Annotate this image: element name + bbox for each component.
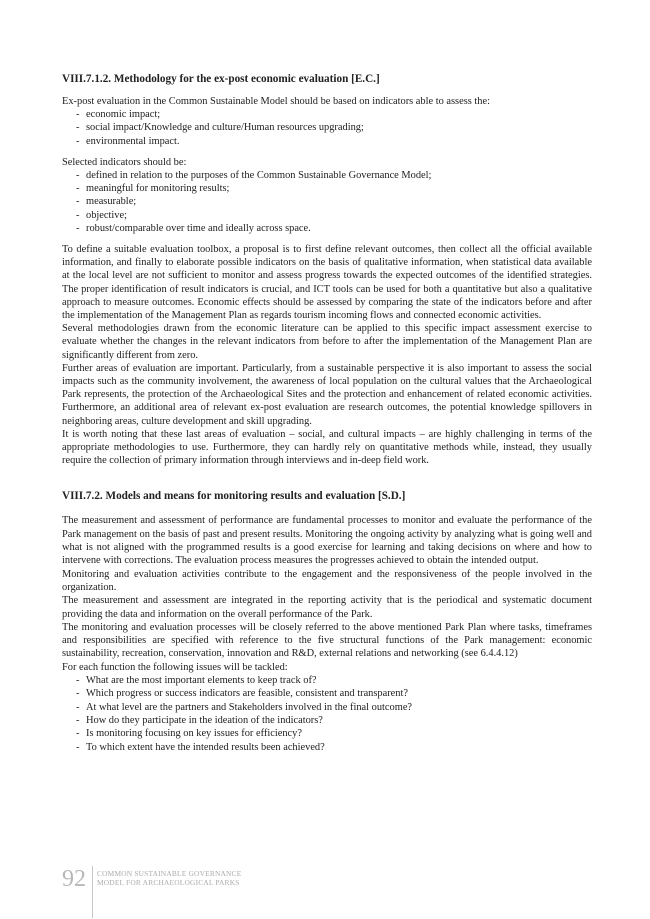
list-item: - robust/comparable over time and ideally across space. [62, 222, 592, 235]
list-item: - Which progress or success indicators are feasible, consistent and transparent? [62, 687, 592, 700]
paragraph: Selected indicators should be: [62, 156, 187, 168]
paragraph: Several methodologies drawn from the economic literature can be applied to this specific impact assessment exercise to evaluate whether the changes in the relevant indicators from before to after the implementation of the Management Plan are significantly different from zero. [62, 323, 592, 361]
section-methodology [62, 72, 592, 467]
list-item: - measurable; [62, 195, 592, 208]
document-page [62, 72, 592, 754]
footer-caption-line: COMMON SUSTAINABLE GOVERNANCE [97, 869, 242, 878]
list-item: - Is monitoring focusing on key issues for efficiency? [62, 727, 592, 740]
paragraph: The monitoring and evaluation processes will be closely referred to the above mentioned Park Plan where tasks, timeframes and responsibilities are specified with reference to the five structural functions of the Park management: economic sustainability, recreation, conservation, innovation and R&D, external relations and networking (see 6.4.4.12) [62, 621, 592, 660]
paragraph: For each function the following issues will be tackled: [62, 661, 288, 673]
page-number: 92 [62, 866, 86, 892]
paragraph: It is worth noting that these last areas of evaluation – social, and cultural impacts – are highly challenging in terms of the appropriate methodologies to use. Furthermore, they can hardly rely on quantitative methods while, instead, they usually require the collection of primary information through interviews and in-deep field work. [62, 428, 592, 467]
footer-divider [92, 866, 93, 918]
list-item: - meaningful for monitoring results; [62, 182, 592, 195]
indicator-list [62, 169, 592, 235]
list-item: - economic impact; [62, 108, 592, 121]
section-monitoring [62, 489, 592, 753]
list-item: - environmental impact. [62, 135, 592, 148]
issues-list [62, 674, 592, 754]
page-footer [62, 866, 362, 918]
paragraph: Ex-post evaluation in the Common Sustainable Model should be based on indicators able to assess the: [62, 96, 490, 107]
list-item: - social impact/Knowledge and culture/Human resources upgrading; [62, 121, 592, 134]
paragraph: To define a suitable evaluation toolbox, a proposal is to first define relevant outcomes, then collect all the official available information, and finally to elaborate possible indicators on the basis of qualitative information, when statistical data available at the local level are not sufficient to monitor and assess progress towards the expected outcomes of the identified strategies. The proper identification of result indicators is crucial, and ICT tools can be used for both a quantitative but also a qualitative approach to measure outcomes. Economic effects should be assessed by comparing the state of the indicators before and after the implementation of the Management Plan as regards tourism incoming flows and connected economic activities. [62, 244, 592, 322]
paragraph: Monitoring and evaluation activities contribute to the engagement and the responsiveness of the people involved in the organization. [62, 568, 592, 593]
list-item: - What are the most important elements to keep track of? [62, 674, 592, 687]
list-item: - How do they participate in the ideation of the indicators? [62, 714, 592, 727]
list-item: - defined in relation to the purposes of the Common Sustainable Governance Model; [62, 169, 592, 182]
paragraph: The measurement and assessment are integrated in the reporting activity that is the periodical and systematic document providing the data and information on the overall performance of the Park. [62, 595, 592, 620]
impact-list [62, 108, 592, 148]
list-item: - At what level are the partners and Stakeholders involved in the final outcome? [62, 701, 592, 714]
footer-caption-line: MODEL FOR ARCHAEOLOGICAL PARKS [97, 878, 240, 887]
section-heading: VIII.7.1.2. Methodology for the ex-post economic evaluation [E.C.] [62, 73, 380, 85]
list-item: - To which extent have the intended results been achieved? [62, 741, 592, 754]
paragraph: Further areas of evaluation are important. Particularly, from a sustainable perspective it is also important to assess the social impacts such as the community involvement, the awareness of local population on the cultural values that the Archaeological Park represents, the protection of the Archaeological Sites and the protection and enhancement of related economic activities. Furthermore, an additional area of relevant ex-post evaluation are research outcomes, the potential knowledge spillovers in neighboring areas, culture development and skill upgrading. [62, 362, 592, 427]
section-heading: VIII.7.2. Models and means for monitoring results and evaluation [S.D.] [62, 490, 406, 503]
paragraph: The measurement and assessment of performance are fundamental processes to monitor and evaluate the performance of the Park management on the basis of past and present results. Monitoring the ongoing activity by analyzing what is going well and what is not aligned with the programmed results is a good exercise for learning and taking decisions on where and how to intervene with corrections. The evaluation process measures the progresses achieved to obtain the intended output. [62, 515, 592, 567]
footer-caption [97, 869, 241, 887]
list-item: - objective; [62, 209, 592, 222]
